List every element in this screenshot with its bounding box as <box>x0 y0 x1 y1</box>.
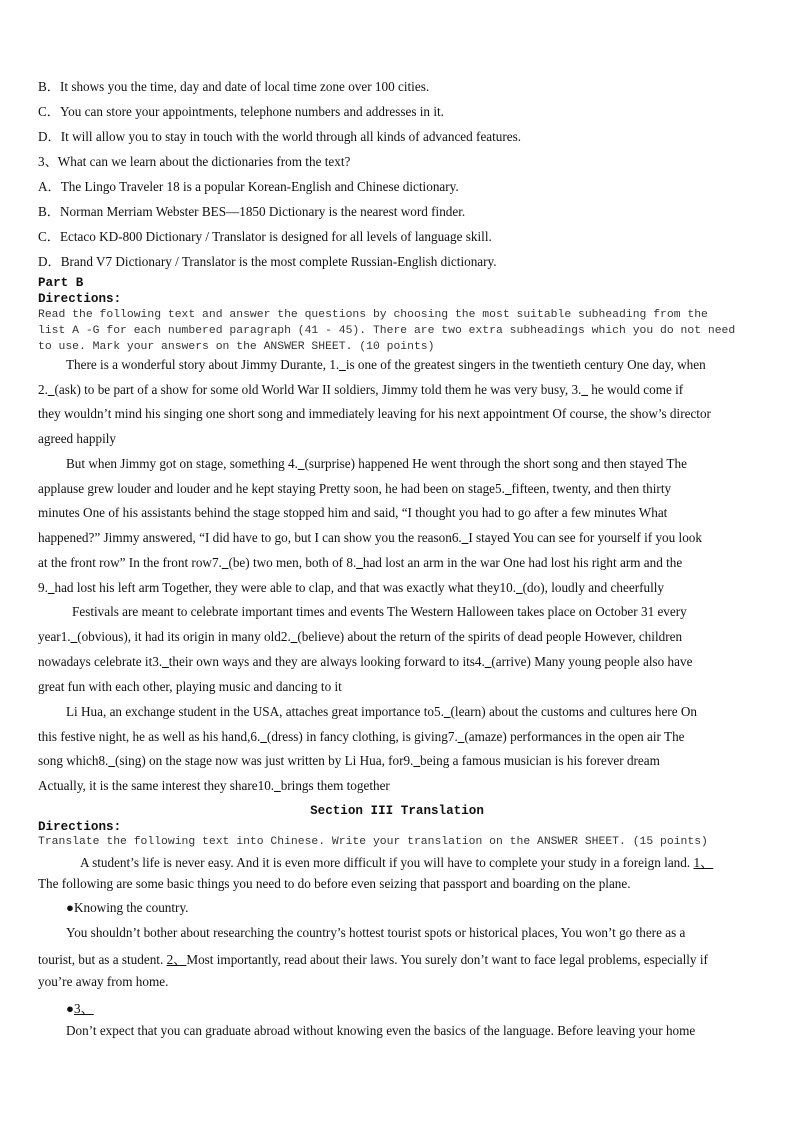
text-segment: ● <box>66 1001 74 1016</box>
text-segment: But when Jimmy got on stage, something 4. <box>66 456 298 471</box>
question-3: 3、What can we learn about the dictionaries from the text? <box>38 154 351 169</box>
blank-marker: _ <box>108 753 115 768</box>
text-segment: There is a wonderful story about Jimmy Durante, 1. <box>66 357 340 372</box>
blank-marker: _ <box>504 481 512 496</box>
passage-line <box>38 949 708 968</box>
passage-line <box>38 406 711 422</box>
text-segment: Most importantly, read about their laws. You surely don’t want to face legal problems, especially if <box>186 952 708 967</box>
text-segment: (amaze) performances in the open air The <box>464 729 685 744</box>
blank-marker: 2、 <box>166 952 187 967</box>
option-3c: C．You can store your appointments, telephone numbers and addresses in it. <box>38 104 444 119</box>
text-segment: year1. <box>38 629 71 644</box>
blank-marker: _ <box>581 382 588 397</box>
passage-line <box>66 456 687 472</box>
text-segment: You shouldn’t bother about researching the country’s hottest tourist spots or historical places, You won’t go there as a <box>66 925 686 940</box>
text-segment: is one of the greatest singers in the twentieth century One day, when <box>345 357 706 372</box>
text-segment: Actually, it is the same interest they share10. <box>38 778 275 793</box>
answer-3c: C．Ectaco KD-800 Dictionary / Translator is designed for all levels of language skill. <box>38 229 492 244</box>
text-segment: Li Hua, an exchange student in the USA, attaches great importance to5. <box>66 704 444 719</box>
section-3-directions: Translate the following text into Chinese. Write your translation on the ANSWER SHEET. (15 points) <box>38 836 708 848</box>
text-segment: 9. <box>38 580 48 595</box>
blank-marker: _ <box>516 580 523 595</box>
blank-marker: 1、 <box>693 855 714 870</box>
text-segment: great fun with each other, playing music and dancing to it <box>38 679 342 694</box>
text-segment: minutes One of his assistants behind the stage stopped him and said, “I thought you had to go after a few minutes What <box>38 505 668 520</box>
text-segment: (learn) about the customs and cultures here On <box>450 704 697 719</box>
text-segment: The following are some basic things you need to do before even seizing that passport and boarding on the plane. <box>38 876 631 891</box>
passage-line <box>38 530 702 546</box>
text-segment: Festivals are meant to celebrate important times and events The Western Halloween takes place on October 31 every <box>72 604 687 619</box>
blank-marker: _ <box>461 530 469 545</box>
text-segment: (obvious), it had its origin in many old2. <box>77 629 291 644</box>
text-segment: Don’t expect that you can graduate abroad without knowing even the basics of the language. Before leaving your home <box>66 1023 696 1038</box>
answer-3b: B．Norman Merriam Webster BES—1850 Dictionary is the nearest word finder. <box>38 204 466 219</box>
passage-line <box>38 580 664 596</box>
passage-line <box>38 679 342 695</box>
blank-marker: _ <box>274 778 281 793</box>
blank-marker: _ <box>47 382 55 397</box>
blank-marker: _ <box>221 555 229 570</box>
passage-line <box>66 925 685 941</box>
passage-line <box>38 431 116 447</box>
part-b-directions-line: Read the following text and answer the questions by choosing the most suitable subheading from the <box>38 309 708 321</box>
text-segment: had lost an arm in the war One had lost his right arm and the <box>362 555 683 570</box>
passage-line <box>38 382 683 398</box>
blank-marker: _ <box>457 729 465 744</box>
text-segment: applause grew louder and louder and he kept staying Pretty soon, he had been on stage5. <box>38 481 505 496</box>
text-segment: nowadays celebrate it3. <box>38 654 163 669</box>
blank-marker: _ <box>443 704 451 719</box>
text-segment: agreed happily <box>38 431 116 446</box>
passage-line <box>38 876 631 892</box>
passage-line <box>66 998 94 1017</box>
passage-line <box>38 629 682 645</box>
blank-marker: _ <box>413 753 421 768</box>
passage-line <box>38 654 692 670</box>
text-segment: you’re away from home. <box>38 974 169 989</box>
passage-line <box>66 900 188 916</box>
text-segment: (believe) about the return of the spirits of dead people However, children <box>297 629 683 644</box>
blank-marker: _ <box>484 654 492 669</box>
blank-marker: _ <box>356 555 363 570</box>
text-segment: he would come if <box>587 382 684 397</box>
blank-marker: _ <box>290 629 298 644</box>
text-segment: being a famous musician is his forever dream <box>420 753 660 768</box>
passage-line <box>66 1023 695 1039</box>
part-b-directions-line: to use. Mark your answers on the ANSWER SHEET. (10 points) <box>38 341 435 353</box>
text-segment: 2. <box>38 382 48 397</box>
part-b-title: Part B <box>38 276 84 290</box>
blank-marker: _ <box>339 357 346 372</box>
text-segment: their own ways and they are always looking forward to its4. <box>168 654 485 669</box>
passage-line <box>66 357 706 373</box>
option-3b: B．It shows you the time, day and date of local time zone over 100 cities. <box>38 79 430 94</box>
passage-line <box>38 778 390 794</box>
blank-marker: _ <box>70 629 78 644</box>
text-segment: they wouldn’t mind his singing one short song and immediately leaving for his next appointment Of course, the show’s director <box>38 406 711 421</box>
part-b-directions-label: Directions: <box>38 292 122 306</box>
text-segment: had lost his left arm Together, they were able to clap, and that was exactly what they10. <box>54 580 517 595</box>
passage-line <box>38 481 671 497</box>
text-segment: brings them together <box>280 778 390 793</box>
blank-marker: _ <box>162 654 169 669</box>
text-segment: song which8. <box>38 753 109 768</box>
text-segment: A student’s life is never easy. And it is even more difficult if you will have to complete your study in a foreign land. <box>80 855 694 870</box>
text-segment: (ask) to be part of a show for some old World War II soldiers, Jimmy told them he was very busy, 3. <box>54 382 582 397</box>
answer-3a: A．The Lingo Traveler 18 is a popular Korean-English and Chinese dictionary. <box>38 179 459 194</box>
text-segment: at the front row” In the front row7. <box>38 555 222 570</box>
answer-3d: D．Brand V7 Dictionary / Translator is the most complete Russian-English dictionary. <box>38 254 497 269</box>
passage-line <box>72 604 687 620</box>
passage-line <box>38 974 168 990</box>
text-segment: (be) two men, both of 8. <box>228 555 357 570</box>
blank-marker: _ <box>260 729 267 744</box>
option-3d: D．It will allow you to stay in touch with the world through all kinds of advanced features. <box>38 129 522 144</box>
text-segment: ●Knowing the country. <box>66 900 189 915</box>
text-segment: tourist, but as a student. <box>38 952 167 967</box>
passage-line <box>66 704 697 720</box>
text-segment: this festive night, he as well as his hand,6. <box>38 729 261 744</box>
text-segment: (do), loudly and cheerfully <box>522 580 664 595</box>
blank-marker: _ <box>297 456 305 471</box>
blank-marker: _ <box>47 580 55 595</box>
text-segment: (arrive) Many young people also have <box>491 654 693 669</box>
text-segment: (sing) on the stage now was just written by Li Hua, for9. <box>114 753 414 768</box>
text-segment: fifteen, twenty, and then thirty <box>511 481 672 496</box>
passage-line <box>38 753 660 769</box>
text-segment: happened?” Jimmy answered, “I did have to go, but I can show you the reason6. <box>38 530 462 545</box>
passage-line <box>38 505 667 521</box>
text-segment: (dress) in fancy clothing, is giving7. <box>266 729 458 744</box>
section-3-title: Section III Translation <box>310 804 484 818</box>
blank-marker: 3、 <box>73 1001 94 1016</box>
passage-line <box>38 555 682 571</box>
passage-line <box>80 852 713 871</box>
passage-line <box>38 729 685 745</box>
text-segment: (surprise) happened He went through the short song and then stayed The <box>304 456 687 471</box>
section-3-directions-label: Directions: <box>38 820 122 834</box>
part-b-directions-line: list A -G for each numbered paragraph (41 - 45). There are two extra subheadings which you do not need <box>38 325 736 337</box>
text-segment: I stayed You can see for yourself if you look <box>468 530 702 545</box>
